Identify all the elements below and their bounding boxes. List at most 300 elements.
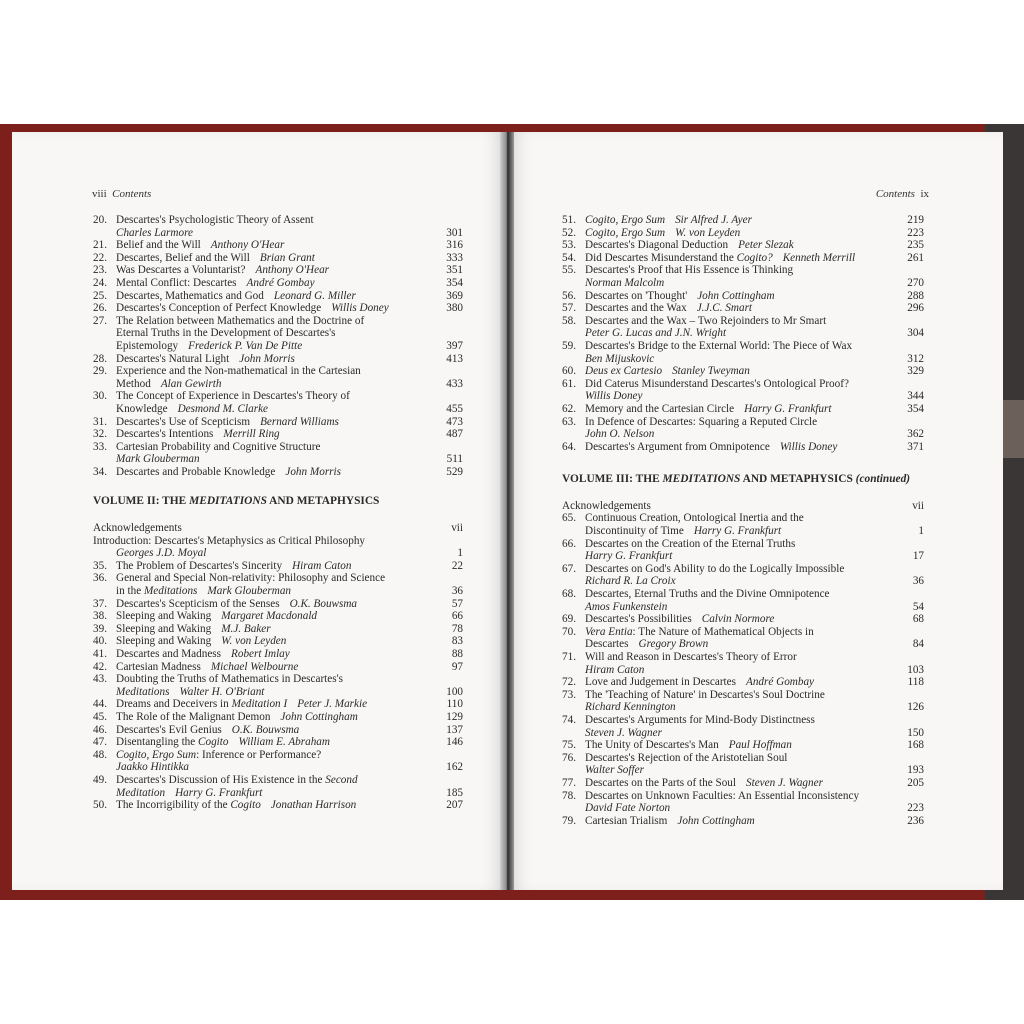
entry-number: 20.: [93, 214, 107, 226]
entry-number: 34.: [93, 465, 107, 478]
entry-number: 74.: [562, 713, 576, 726]
entry-author: Ben Mijuskovic: [585, 352, 655, 365]
entry-title: Descartes's Conception of Perfect Knowledge: [116, 302, 322, 315]
entry-line: [116, 686, 429, 699]
toc-entry: [93, 264, 463, 277]
entry-title: Doubting the Truths of Mathematics in Descartes's: [116, 673, 343, 686]
entry-number: 29.: [93, 365, 107, 378]
toc-entry: [562, 538, 924, 563]
toc-entries-right-1: [562, 214, 924, 453]
entry-line: [116, 698, 429, 711]
page-number: 185: [446, 786, 463, 799]
entry-title: Deus ex Cartesio: [585, 365, 663, 378]
toc-entry: [93, 661, 463, 674]
toc-entry: [562, 403, 924, 416]
entry-author: David Fate Norton: [585, 802, 671, 815]
entry-line: [116, 239, 429, 252]
entry-line: [116, 214, 429, 227]
page-number: 261: [907, 251, 924, 264]
entry-number: 57.: [562, 302, 576, 315]
toc-entry: [562, 676, 924, 689]
toc-entry: [93, 214, 463, 239]
entry-title: Mental Conflict: Descartes: [116, 276, 237, 289]
entry-line: [585, 441, 890, 454]
book-gutter: [500, 132, 514, 890]
entry-title: Cogito, Ergo Sum: [585, 226, 666, 239]
entry-author: M.J. Baker: [221, 622, 271, 635]
entry-author: John Cottingham: [677, 814, 755, 827]
entry-title: Descartes on the Parts of the Soul: [585, 776, 736, 789]
entry-title: Vera Entia: The Nature of Mathematical Objects in: [585, 625, 814, 638]
bookmark-tab: [1003, 400, 1024, 458]
entry-title: Was Descartes a Voluntarist?: [116, 264, 246, 277]
entry-title: Descartes and Madness: [116, 648, 222, 660]
entry-line: [585, 626, 890, 639]
entry-number: 23.: [93, 264, 107, 277]
page-number: 146: [446, 736, 463, 749]
entry-author: Peter Slezak: [738, 239, 794, 252]
entry-line: [585, 214, 890, 227]
toc-entry: [93, 598, 463, 611]
entry-author: Margaret Macdonald: [221, 610, 318, 623]
entry-author: Gregory Brown: [638, 638, 709, 651]
toc-entry: [562, 416, 924, 441]
entry-line: [116, 560, 429, 573]
entry-title: Meditations: [116, 685, 170, 698]
toc-entry: [562, 777, 924, 790]
entry-title: Descartes and the Wax – Two Rejoinders to Mr Smart: [585, 314, 827, 327]
entry-number: 76.: [562, 751, 576, 764]
page-number: 235: [907, 239, 924, 252]
introduction-entry: Introduction: Descartes's Metaphysics as Critical Philosophy Georges J.D. Moyal 1: [93, 534, 463, 560]
page-number: 97: [451, 660, 463, 673]
entry-line: [116, 453, 429, 466]
entry-line: [116, 466, 429, 479]
entry-line: [585, 739, 890, 752]
entry-line: [585, 390, 890, 403]
toc-entry: [562, 315, 924, 340]
entry-line: [585, 714, 890, 727]
page-number: 1: [918, 525, 924, 538]
page-number: 162: [446, 761, 463, 774]
entry-line: [116, 315, 429, 328]
page-number: 129: [446, 710, 463, 723]
entry-title: Descartes's Diagonal Deduction: [585, 239, 729, 252]
entry-number: 27.: [93, 314, 107, 327]
entry-author: Michael Welbourne: [210, 660, 299, 673]
entry-line: [585, 563, 890, 576]
entry-number: 70.: [562, 625, 576, 638]
entry-author: Norman Malcolm: [585, 276, 665, 289]
toc-entry: [93, 390, 463, 415]
entry-line: [585, 512, 890, 525]
page-number: 36: [451, 585, 463, 598]
entry-line: [116, 290, 429, 303]
entry-line: [585, 727, 890, 740]
entry-author: Calvin Normore: [701, 613, 775, 626]
entry-title: Cogito, Ergo Sum: [585, 214, 666, 226]
toc-entry: [93, 572, 463, 597]
entry-title: Meditation: [116, 786, 166, 799]
toc-entry: [562, 689, 924, 714]
page-number: 304: [907, 327, 924, 340]
entry-line: [585, 575, 890, 588]
entry-title: Descartes: [585, 638, 629, 651]
entry-line: [116, 327, 429, 340]
toc-entry: [93, 428, 463, 441]
entry-line: [116, 428, 429, 441]
entry-title: Descartes on the Creation of the Eternal Truths: [585, 537, 796, 550]
entry-title: Cartesian Trialism: [585, 814, 668, 827]
entry-number: 56.: [562, 289, 576, 302]
page-number: 193: [907, 764, 924, 777]
entry-line: [585, 403, 890, 416]
entry-title: Cogito, Ergo Sum: Inference or Performance?: [116, 748, 322, 761]
entry-title: Descartes and Probable Knowledge: [116, 465, 276, 478]
entry-line: [116, 353, 429, 366]
toc-entry: [562, 563, 924, 588]
page-number: 88: [451, 648, 463, 660]
entry-author: Brian Grant: [259, 251, 315, 264]
toc-entry: [562, 651, 924, 676]
toc-entry: [93, 252, 463, 265]
page-number: 511: [446, 453, 463, 466]
toc-entry: [93, 560, 463, 573]
page-number: 329: [907, 365, 924, 378]
entry-line: [116, 416, 429, 429]
entry-title: Did Descartes Misunderstand the Cogito?: [585, 251, 773, 264]
acknowledgements-entry: Acknowledgements vii: [562, 499, 924, 512]
entry-line: [585, 525, 890, 538]
entry-title: Descartes on 'Thought': [585, 289, 688, 302]
toc-entry: [93, 774, 463, 799]
page-number: 433: [446, 377, 463, 390]
volume-heading: VOLUME III: THE MEDITATIONS AND METAPHYSICS (continued): [562, 473, 911, 486]
entry-title: The Relation between Mathematics and the Doctrine of: [116, 314, 365, 327]
entry-line: [116, 403, 429, 416]
volume-heading: VOLUME II: THE MEDITATIONS AND METAPHYSICS: [93, 495, 380, 508]
entry-author: Willis Doney: [331, 302, 389, 315]
entry-author: Merrill Ring: [223, 428, 280, 441]
entry-line: [116, 774, 429, 787]
page-number: 473: [446, 415, 463, 428]
entry-title: Descartes, Mathematics and God: [116, 289, 264, 302]
running-head-left: [92, 188, 151, 200]
toc-entry: [93, 290, 463, 303]
page-number: 118: [907, 676, 924, 689]
entry-author: Mark Glouberman: [207, 585, 292, 598]
toc-entry: [93, 799, 463, 812]
entry-number: 43.: [93, 673, 107, 686]
entry-author: Bernard Williams: [260, 415, 339, 428]
entry-line: [116, 799, 429, 812]
entry-author: O.K. Bouwsma: [231, 723, 300, 736]
toc-entry: [562, 588, 924, 613]
toc-entry: [562, 290, 924, 303]
entry-title: Descartes on Unknown Faculties: An Essential Inconsistency: [585, 789, 860, 802]
entry-line: [116, 623, 429, 636]
entry-title: The Unity of Descartes's Man: [585, 739, 719, 752]
entry-line: [116, 264, 429, 277]
toc-entry: [562, 815, 924, 828]
entry-author: Anthony O'Hear: [255, 264, 330, 277]
entry-title: Continuous Creation, Ontological Inertia and the: [585, 512, 804, 525]
entry-title: The Problem of Descartes's Sincerity: [116, 559, 283, 572]
left-page: [12, 132, 504, 890]
entry-title: The Concept of Experience in Descartes's Theory of: [116, 390, 350, 403]
entry-line: [585, 365, 890, 378]
acknowledgements-entry: Acknowledgements vii: [93, 522, 463, 535]
entry-number: 40.: [93, 635, 107, 648]
entry-author: Alan Gewirth: [160, 377, 222, 390]
toc-entry: [562, 626, 924, 651]
page-number: 288: [907, 289, 924, 302]
entry-number: 37.: [93, 597, 107, 610]
entry-line: [116, 585, 429, 598]
entry-number: 51.: [562, 214, 576, 226]
entry-line: [585, 613, 890, 626]
entry-line: [116, 648, 429, 661]
right-page: [510, 132, 1003, 890]
page-number: 344: [907, 390, 924, 403]
entry-line: [585, 777, 890, 790]
page-number: 333: [446, 251, 463, 264]
entry-number: 52.: [562, 226, 576, 239]
entry-title: The Role of the Malignant Demon: [116, 710, 271, 723]
entry-number: 66.: [562, 537, 576, 550]
entry-number: 72.: [562, 676, 576, 689]
page-number: 150: [907, 726, 924, 739]
entry-number: 59.: [562, 339, 576, 352]
entry-line: [585, 277, 890, 290]
page-number: 351: [446, 264, 463, 277]
entry-author: Peter G. Lucas and J.N. Wright: [585, 327, 727, 340]
toc-entry: [562, 790, 924, 815]
toc-entry: [562, 214, 924, 227]
entry-number: 65.: [562, 512, 576, 525]
page-number: 296: [907, 302, 924, 315]
entry-number: 79.: [562, 814, 576, 827]
page-number: 270: [907, 276, 924, 289]
page-number: 103: [907, 663, 924, 676]
entry-author: André Gombay: [745, 676, 815, 689]
entry-number: 30.: [93, 390, 107, 403]
entry-number: 78.: [562, 789, 576, 802]
entry-author: Richard Kennington: [585, 701, 676, 714]
entry-line: [585, 802, 890, 815]
entry-author: Steven J. Wagner: [746, 776, 823, 789]
entry-author: Jaakko Hintikka: [116, 761, 189, 774]
entry-line: [585, 378, 890, 391]
toc-entry: [562, 752, 924, 777]
toc-entry: [93, 302, 463, 315]
page-number: 455: [446, 402, 463, 415]
page-number: 68: [912, 613, 924, 626]
entry-number: 58.: [562, 314, 576, 327]
entry-line: [116, 441, 429, 454]
entry-title: The 'Teaching of Nature' in Descartes's Soul Doctrine: [585, 688, 825, 701]
page-number: 371: [907, 440, 924, 453]
entry-line: [585, 428, 890, 441]
entry-author: Hiram Caton: [585, 663, 645, 676]
entry-number: 28.: [93, 352, 107, 365]
entry-author: John Cottingham: [697, 289, 775, 302]
entry-line: [585, 664, 890, 677]
entry-line: [585, 290, 890, 303]
entry-line: [116, 761, 429, 774]
entry-title: Eternal Truths in the Development of Descartes's: [116, 327, 336, 340]
toc-entry: [93, 749, 463, 774]
entry-author: John Cottingham: [280, 710, 358, 723]
entry-author: Willis Doney: [779, 440, 838, 453]
entry-author: Paul Hoffman: [728, 739, 792, 752]
entry-title: Descartes's Arguments for Mind-Body Distinctness: [585, 713, 815, 726]
entry-line: [116, 787, 429, 800]
entry-title: Descartes's Discussion of His Existence in the Second: [116, 773, 358, 786]
entry-number: 55.: [562, 264, 576, 277]
entry-title: Sleeping and Waking: [116, 622, 212, 635]
page-number: 168: [907, 739, 924, 752]
entry-line: [585, 227, 890, 240]
folio: ix: [920, 188, 929, 200]
entry-number: 68.: [562, 588, 576, 601]
page-number: 219: [907, 214, 924, 226]
entry-title: Descartes's Natural Light: [116, 352, 230, 365]
toc-entry: [93, 623, 463, 636]
entry-author: Mark Glouberman: [116, 453, 200, 466]
toc-entry: [93, 673, 463, 698]
entry-title: Discontinuity of Time: [585, 525, 684, 538]
page-number: 100: [446, 685, 463, 698]
toc-entry: [562, 264, 924, 289]
entry-number: 77.: [562, 776, 576, 789]
page-number: 362: [907, 428, 924, 441]
entry-number: 71.: [562, 651, 576, 663]
entry-title: Descartes's Argument from Omnipotence: [585, 440, 770, 453]
entry-author: Steven J. Wagner: [585, 726, 662, 739]
entry-line: [116, 227, 429, 240]
page-number: 54: [912, 600, 924, 613]
toc-entry: [93, 466, 463, 479]
entry-number: 60.: [562, 365, 576, 378]
entry-line: [585, 815, 890, 828]
entry-number: 48.: [93, 748, 107, 761]
page-number: 36: [912, 575, 924, 588]
entry-line: [585, 689, 890, 702]
entry-number: 32.: [93, 428, 107, 441]
entry-title: Sleeping and Waking: [116, 635, 212, 648]
entry-title: Did Caterus Misunderstand Descartes's Ontological Proof?: [585, 377, 849, 390]
entry-number: 21.: [93, 239, 107, 252]
toc-entry: [93, 277, 463, 290]
entry-number: 53.: [562, 239, 576, 252]
entry-line: [585, 764, 890, 777]
toc-entry: [93, 648, 463, 661]
entry-line: [585, 302, 890, 315]
page-number: 17: [912, 550, 924, 563]
entry-line: [116, 673, 429, 686]
entry-title: Epistemology: [116, 339, 179, 352]
entry-number: 38.: [93, 610, 107, 623]
page-number: 84: [912, 638, 924, 651]
entry-line: [116, 302, 429, 315]
page-number: 301: [446, 226, 463, 239]
entry-author: Harry G. Frankfurt: [744, 402, 832, 415]
toc-entry: [562, 613, 924, 626]
entry-number: 62.: [562, 402, 576, 415]
entry-number: 22.: [93, 251, 107, 264]
entry-number: 31.: [93, 415, 107, 428]
entry-number: 36.: [93, 572, 107, 585]
page-number: 529: [446, 465, 463, 478]
entry-author: William E. Abraham: [238, 736, 330, 749]
entry-number: 26.: [93, 302, 107, 315]
entry-line: [585, 538, 890, 551]
entry-line: [116, 610, 429, 623]
entry-line: [116, 598, 429, 611]
entry-author: John Morris: [285, 465, 342, 478]
toc-entries-right-2: [562, 512, 924, 827]
entry-author: Kenneth Merrill: [782, 251, 856, 264]
toc-entry: [93, 736, 463, 749]
entry-line: [116, 390, 429, 403]
page-number: 316: [446, 239, 463, 252]
page-number: 126: [907, 701, 924, 714]
page-number: 78: [451, 622, 463, 635]
toc-right: [562, 214, 924, 827]
entry-line: [116, 749, 429, 762]
entry-author: W. von Leyden: [675, 226, 741, 239]
entry-line: [585, 588, 890, 601]
entry-number: 63.: [562, 415, 576, 428]
entry-title: Descartes and the Wax: [585, 302, 687, 315]
entry-line: [116, 635, 429, 648]
entry-title: Dreams and Deceivers in Meditation I: [116, 698, 288, 711]
toc-entry: [562, 739, 924, 752]
page-number: 487: [446, 428, 463, 441]
toc-entry: [93, 315, 463, 353]
entry-author: Hiram Caton: [292, 559, 352, 572]
entry-line: [585, 239, 890, 252]
entry-title: Knowledge: [116, 402, 168, 415]
entry-title: Love and Judgement in Descartes: [585, 676, 736, 689]
entry-author: Anthony O'Hear: [210, 239, 285, 252]
toc-entry: [562, 340, 924, 365]
entry-author: J.J.C. Smart: [696, 302, 753, 315]
toc-entry: [562, 441, 924, 454]
entry-line: [116, 340, 429, 353]
page-number: 207: [446, 799, 463, 812]
toc-entry: [562, 512, 924, 537]
entry-number: 50.: [93, 799, 107, 812]
entry-title: Belief and the Will: [116, 239, 201, 252]
toc-entry: [562, 378, 924, 403]
page-number: 413: [446, 352, 463, 365]
entry-number: 64.: [562, 440, 576, 453]
entry-title: Sleeping and Waking: [116, 610, 212, 623]
page-number: 22: [451, 559, 463, 572]
toc-entry: [93, 711, 463, 724]
toc-entry: [93, 416, 463, 429]
entry-author: Richard R. La Croix: [585, 575, 676, 588]
entry-number: 24.: [93, 276, 107, 289]
entry-line: [585, 638, 890, 651]
entry-author: W. von Leyden: [221, 635, 287, 648]
page-number: 380: [446, 302, 463, 315]
entry-number: 46.: [93, 723, 107, 736]
page-number: 66: [451, 610, 463, 623]
entry-line: [116, 711, 429, 724]
